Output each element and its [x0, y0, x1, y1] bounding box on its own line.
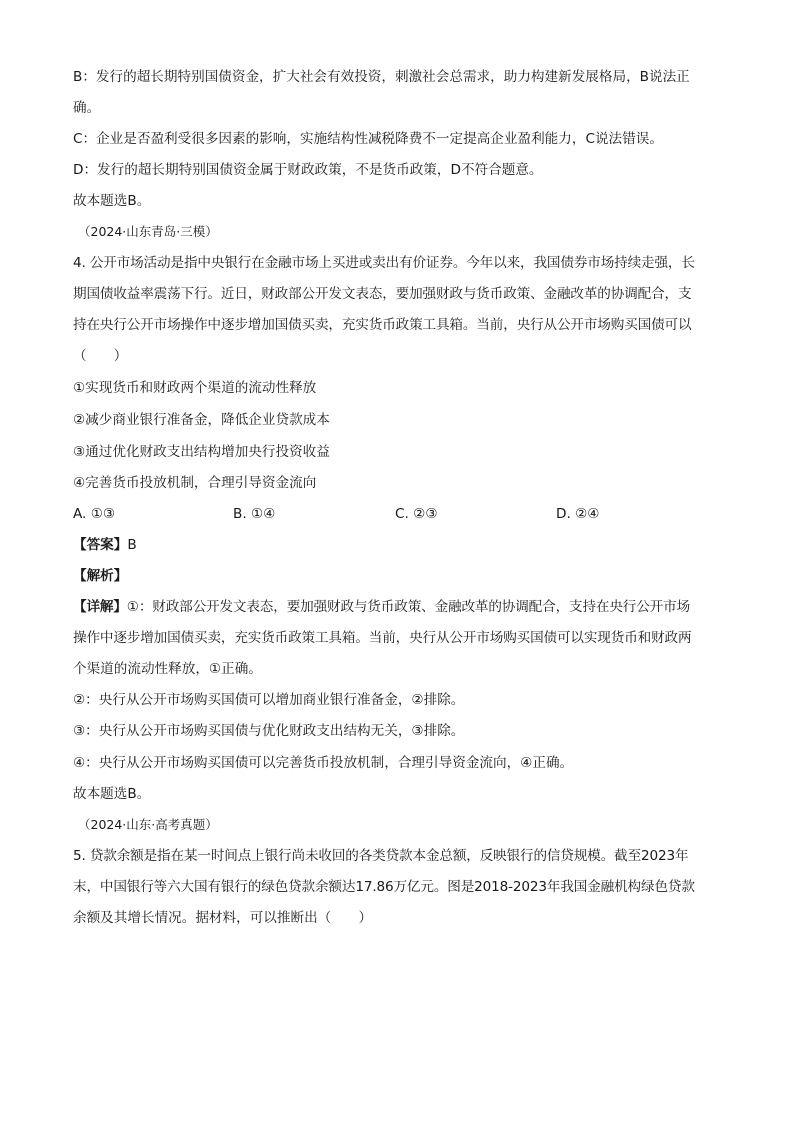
q3-option-d-analysis: D：发行的超长期特别国债资金属于财政政策，不是货币政策，D不符合题意。 — [73, 162, 543, 178]
q4-point-2: ②：央行从公开市场购买国债可以增加商业银行准备金，②排除。 — [73, 692, 465, 708]
q4-detail-line-2: 操作中逐步增加国债买卖，充实货币政策工具箱。当前，央行从公开市场购买国债可以实现货币和财政两 — [73, 630, 692, 646]
q4-option-c: C. ②③ — [395, 506, 438, 522]
q4-stem-line-4: （ ） — [73, 348, 128, 364]
answer-label: 【答案】 — [73, 537, 128, 553]
q3-option-b-analysis-line-2: 确。 — [73, 100, 101, 116]
q5-stem-line-2: 末，中国银行等六大国有银行的绿色贷款余额达17.86万亿元。图是2018-2023年我国金融机构绿色贷款 — [73, 879, 695, 895]
answer-value: B — [127, 537, 137, 553]
q3-option-c-analysis: C：企业是否盈利受很多因素的影响，实施结构性减税降费不一定提高企业盈利能力，C说法错误。 — [73, 131, 663, 147]
q5-source: （2024·山东·高考真题） — [78, 817, 218, 832]
detail-text: ①：财政部公开发文表态，要加强财政与货币政策、金融改革的协调配合，支持在央行公开市场 — [126, 599, 691, 615]
detail-label: 【详解】 — [73, 599, 127, 615]
q3-option-b-analysis-line-1: B：发行的超长期特别国债资金，扩大社会有效投资，刺激社会总需求，助力构建新发展格局，B说法正 — [73, 69, 690, 85]
q4-point-4: ④：央行从公开市场购买国债可以完善货币投放机制，合理引导资金流向，④正确。 — [73, 755, 574, 771]
q4-stem-line-3: 持在央行公开市场操作中逐步增加国债买卖，充实货币政策工具箱。当前，央行从公开市场购买国债可以 — [73, 317, 692, 333]
q4-item-2: ②减少商业银行准备金，降低企业贷款成本 — [73, 412, 330, 428]
q4-option-d: D. ②④ — [556, 506, 600, 522]
q4-answer — [73, 535, 137, 555]
q4-stem-line-2: 期国债收益率震荡下行。近日，财政部公开发文表态，要加强财政与货币政策、金融改革的协调配合，支 — [73, 286, 692, 302]
q4-detail-line-3: 个渠道的流动性释放，①正确。 — [73, 661, 262, 677]
q5-stem-line-1: 5. 贷款余额是指在某一时间点上银行尚未收回的各类贷款本金总额，反映银行的信贷规模。截至2023年 — [73, 848, 689, 864]
q4-option-a: A. ①③ — [73, 506, 116, 522]
q3-conclusion: 故本题选B。 — [73, 193, 151, 209]
q4-stem-line-1: 4. 公开市场活动是指中央银行在金融市场上买进或卖出有价证券。今年以来，我国债券市场持续走强，长 — [73, 255, 695, 271]
q4-analysis-label: 【解析】 — [73, 568, 128, 584]
q5-stem-line-3: 余额及其增长情况。据材料，可以推断出（ ） — [73, 910, 373, 926]
q4-item-4: ④完善货币投放机制，合理引导资金流向 — [73, 475, 317, 491]
q4-item-1: ①实现货币和财政两个渠道的流动性释放 — [73, 380, 317, 396]
q4-point-3: ③：央行从公开市场购买国债与优化财政支出结构无关，③排除。 — [73, 723, 465, 739]
q4-option-b: B. ①④ — [233, 506, 276, 522]
q4-item-3: ③通过优化财政支出结构增加央行投资收益 — [73, 444, 330, 460]
q4-conclusion: 故本题选B。 — [73, 786, 151, 802]
q4-detail-line-1 — [73, 597, 690, 617]
q4-source: （2024·山东青岛·三模） — [78, 224, 218, 239]
